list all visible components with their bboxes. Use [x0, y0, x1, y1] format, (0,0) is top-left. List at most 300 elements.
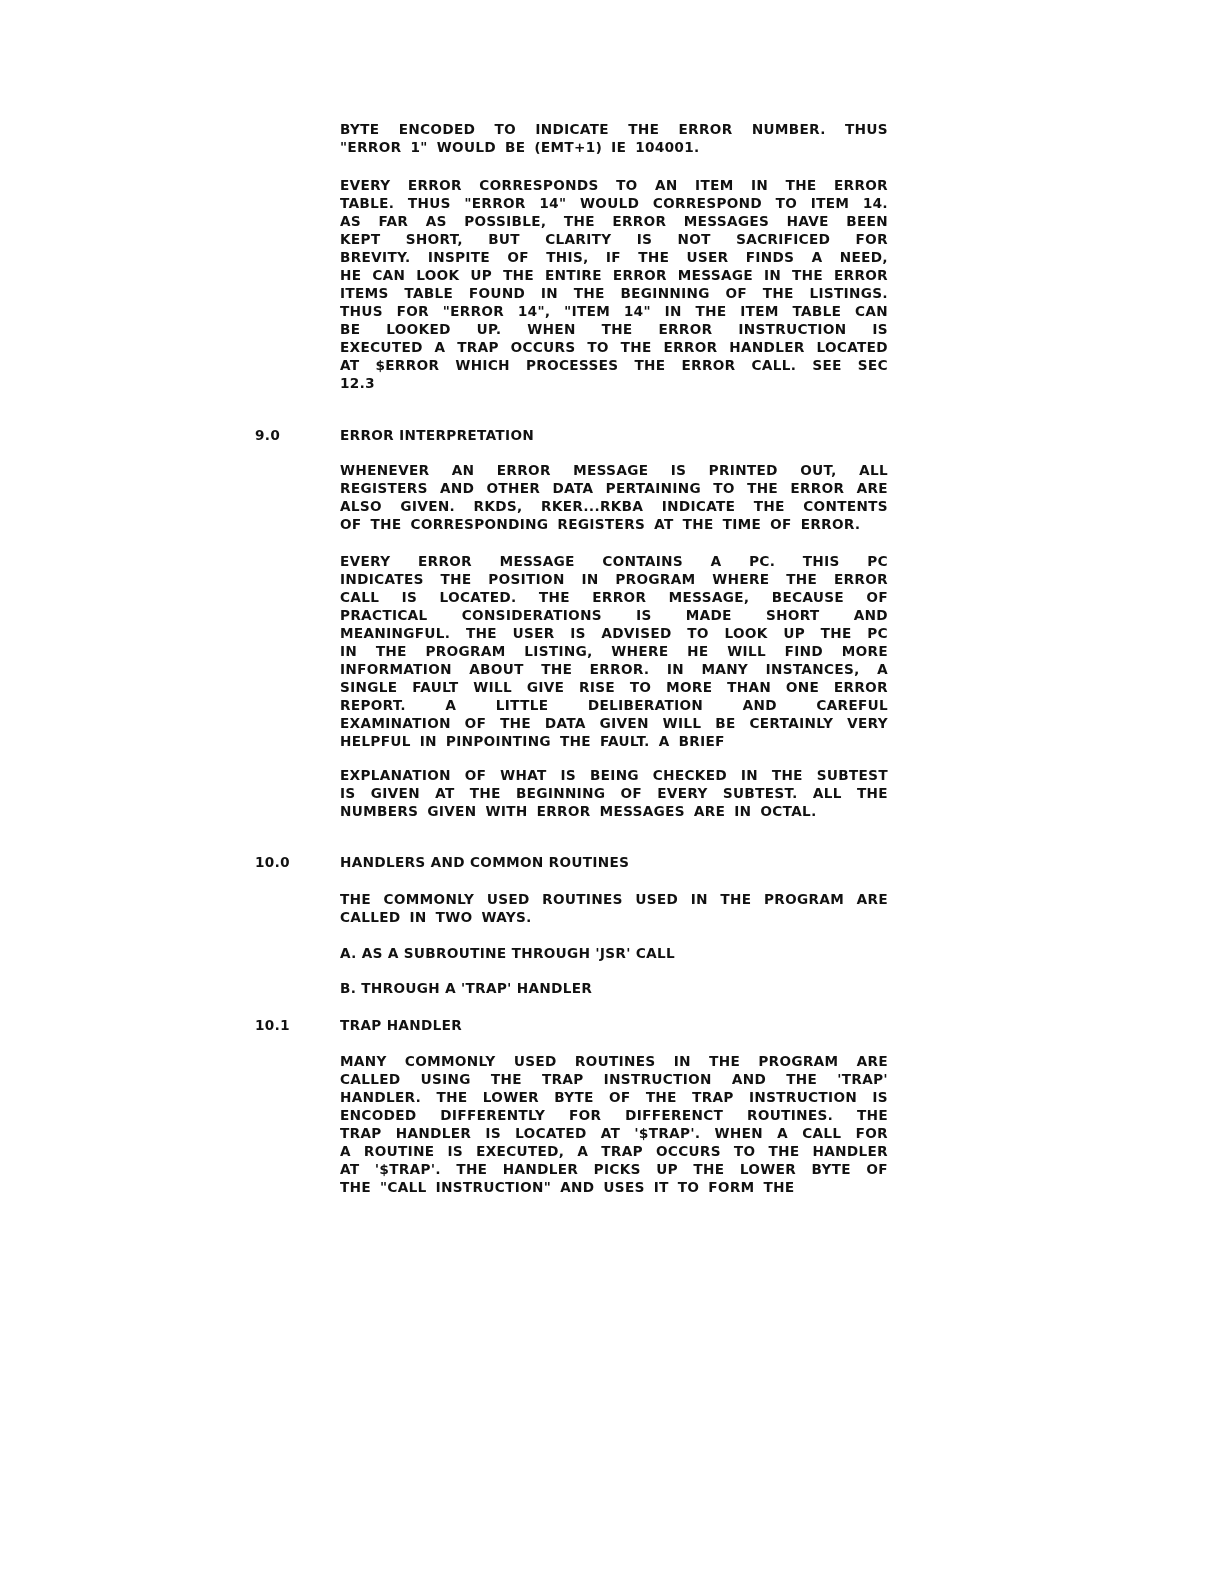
word: BE	[504, 140, 526, 156]
text-line	[340, 767, 888, 785]
text-line	[340, 498, 888, 516]
word: THE	[693, 1162, 725, 1178]
word: OF	[620, 786, 643, 802]
text-line	[340, 607, 888, 625]
word: TABLE	[404, 286, 454, 302]
word: FOR	[568, 1108, 602, 1124]
paragraph-trap-handler	[340, 1053, 888, 1197]
word: IS	[570, 626, 586, 642]
word: ERROR	[418, 554, 472, 570]
word: IS	[872, 1090, 888, 1106]
word: A	[710, 554, 722, 570]
word: NOT	[677, 232, 711, 248]
word: FINDS	[745, 250, 795, 266]
word: OUT,	[800, 463, 837, 479]
word: THE	[503, 268, 535, 284]
word: CERTAINLY	[749, 716, 834, 732]
word: PRACTICAL	[340, 608, 428, 624]
section-number: 9.0	[255, 428, 281, 444]
word: WILL	[662, 716, 702, 732]
word: THE	[573, 286, 605, 302]
text-line	[340, 357, 888, 375]
word: IN	[690, 892, 708, 908]
word: WOULD	[436, 140, 496, 156]
word: THE	[695, 304, 727, 320]
word: THE	[856, 786, 888, 802]
word: MORE	[841, 644, 888, 660]
word: PINPOINTING	[445, 734, 551, 750]
word: MADE	[685, 608, 732, 624]
word: WOULD	[579, 196, 640, 212]
word: THE	[340, 1180, 371, 1196]
word: THIS,	[546, 250, 589, 266]
text-line	[340, 462, 888, 480]
word: MESSAGE	[499, 554, 575, 570]
word: GIVEN	[427, 804, 477, 820]
word: IN	[540, 286, 559, 302]
word: TWO	[435, 910, 473, 926]
word: BYTE	[554, 1090, 594, 1106]
word: THE	[753, 499, 785, 515]
text-line	[340, 571, 888, 589]
word: ERROR	[496, 463, 551, 479]
word: INFORMATION	[340, 662, 452, 678]
word: THE	[747, 481, 779, 497]
word: LOCATED.	[439, 590, 517, 606]
word: AT	[600, 1126, 621, 1142]
word: FAULT	[412, 680, 459, 696]
word: WHEN	[714, 1126, 763, 1142]
word: ERROR	[833, 572, 888, 588]
word: IN	[751, 178, 769, 194]
word: $ERROR	[375, 358, 440, 374]
word: CORRESPONDS	[479, 178, 599, 194]
word: REPORT.	[340, 698, 406, 714]
list-item-jsr: A. AS A SUBROUTINE THROUGH 'JSR' CALL	[340, 946, 676, 962]
word: TABLE	[792, 304, 842, 320]
word: IN	[581, 572, 599, 588]
word: UP	[783, 626, 806, 642]
word: ARE	[856, 481, 888, 497]
text-line	[340, 1161, 888, 1179]
word: SINGLE	[340, 680, 398, 696]
word: USER	[686, 250, 729, 266]
word: IN	[409, 910, 427, 926]
word: A	[340, 1144, 351, 1160]
word: LOOK	[724, 626, 768, 642]
word: THE	[786, 1072, 818, 1088]
word: NUMBERS	[340, 804, 419, 820]
word: CLARITY	[545, 232, 612, 248]
word: ITEM	[695, 178, 734, 194]
text-line	[340, 516, 888, 534]
word: THE	[456, 1162, 488, 1178]
word: PICKS	[593, 1162, 641, 1178]
word: OCCURS	[510, 340, 576, 356]
word: MESSAGES	[599, 804, 685, 820]
word: "ERROR	[464, 196, 526, 212]
text-line	[340, 643, 888, 661]
word: TRAP	[340, 1126, 382, 1142]
word: CONSIDERATIONS	[461, 608, 602, 624]
word: WHAT	[500, 768, 547, 784]
word: AND	[731, 1072, 767, 1088]
word: 14"	[623, 304, 651, 320]
word: ENCODED	[340, 1108, 417, 1124]
word: FIND	[784, 644, 824, 660]
word: THE	[763, 1180, 795, 1196]
word: TO	[677, 1180, 700, 1196]
text-line	[340, 339, 888, 357]
section-title: TRAP HANDLER	[340, 1018, 463, 1034]
word: ITEM	[810, 196, 850, 212]
word: MANY	[701, 662, 749, 678]
word: ERROR	[833, 268, 888, 284]
word: "ERROR	[340, 140, 402, 156]
text-line	[340, 375, 888, 393]
word: TO	[629, 680, 652, 696]
word: INDICATE	[535, 122, 609, 138]
text-line	[340, 553, 888, 571]
word: OF	[725, 286, 748, 302]
text-line	[340, 891, 888, 909]
word: LOCATED	[816, 340, 888, 356]
word: ROUTINES	[574, 1054, 656, 1070]
word: 104001.	[635, 140, 700, 156]
word: IN	[734, 804, 752, 820]
word: '$TRAP'.	[374, 1162, 441, 1178]
word: MESSAGE,	[668, 590, 750, 606]
section-number: 10.0	[255, 855, 290, 871]
word: 14"	[539, 196, 567, 212]
word: IS	[636, 608, 652, 624]
word: ERROR	[678, 122, 733, 138]
word: THE	[620, 340, 652, 356]
word: WHERE	[712, 572, 770, 588]
word: IF	[605, 250, 621, 266]
word: A	[434, 340, 446, 356]
word: AS	[340, 214, 362, 230]
text-line	[340, 121, 888, 139]
word: THUS	[407, 196, 451, 212]
word: THE	[436, 1090, 468, 1106]
word: A	[777, 1126, 789, 1142]
word: KEPT	[340, 232, 381, 248]
word: MESSAGE	[573, 463, 649, 479]
word: ARE	[693, 804, 726, 820]
word: ERROR	[612, 214, 667, 230]
word: A	[577, 1144, 589, 1160]
word: OCCURS	[655, 1144, 721, 1160]
word: ENCODED	[398, 122, 476, 138]
word: UP	[656, 1162, 678, 1178]
word: AT	[654, 517, 674, 533]
word: POSITION	[488, 572, 565, 588]
word: IN	[419, 734, 437, 750]
paragraph-error-table	[340, 177, 888, 393]
word: WITH	[485, 804, 528, 820]
word: WAYS.	[481, 910, 532, 926]
word: GIVEN	[370, 786, 420, 802]
word: ERROR	[663, 340, 718, 356]
text-line	[340, 1179, 888, 1197]
word: OF	[770, 517, 792, 533]
text-line	[340, 803, 888, 821]
section-title: HANDLERS AND COMMON ROUTINES	[340, 855, 630, 871]
word: CALL	[340, 590, 380, 606]
paragraph-subtest-explanation	[340, 767, 888, 821]
word: FORM	[708, 1180, 755, 1196]
word: IN	[666, 662, 685, 678]
word: HE	[340, 268, 362, 284]
word: LOOK	[416, 268, 460, 284]
word: PC	[867, 626, 888, 642]
word: BE	[715, 716, 736, 732]
text-line	[340, 697, 888, 715]
word: FOR	[855, 1126, 888, 1142]
word: FAULT.	[599, 734, 650, 750]
word: OF	[866, 1162, 888, 1178]
word: FOR	[855, 232, 888, 248]
word: EXAMINATION	[340, 716, 451, 732]
word: EVERY	[340, 178, 391, 194]
word: 'TRAP'	[837, 1072, 888, 1088]
word: THE	[682, 517, 714, 533]
word: THE	[762, 286, 794, 302]
word: RKER...RKBA	[541, 499, 644, 515]
word: IS	[872, 322, 888, 338]
word: CORRESPOND	[652, 196, 763, 212]
word: ENTIRE	[545, 268, 602, 284]
word: THUS	[845, 122, 888, 138]
text-line	[340, 679, 888, 697]
word: LITTLE	[495, 698, 549, 714]
word: AT	[435, 786, 455, 802]
word: LOCATED	[515, 1126, 587, 1142]
word: WHERE	[611, 644, 669, 660]
word: THE	[628, 122, 660, 138]
text-line	[340, 1089, 888, 1107]
word: WHICH	[455, 358, 510, 374]
word: 12.3	[340, 376, 375, 392]
text-line	[340, 303, 888, 321]
word: OF	[866, 590, 888, 606]
word: THE	[785, 178, 817, 194]
word: ERROR	[833, 680, 888, 696]
word: DIFFERENTLY	[440, 1108, 546, 1124]
word: THE	[375, 644, 407, 660]
text-line	[340, 249, 888, 267]
word: HE	[687, 644, 709, 660]
word: THE	[786, 572, 818, 588]
word: BUT	[488, 232, 520, 248]
word: ABOUT	[469, 662, 524, 678]
word: NUMBER.	[751, 122, 826, 138]
word: OCTAL.	[760, 804, 817, 820]
word: PRINTED	[708, 463, 778, 479]
word: THE	[563, 214, 595, 230]
text-line	[340, 625, 888, 643]
paragraph-error-encoding	[340, 121, 888, 157]
word: POSSIBLE,	[464, 214, 547, 230]
word: THE	[792, 268, 824, 284]
word: THE	[490, 1072, 522, 1088]
word: WHENEVER	[340, 463, 430, 479]
word: ERROR	[834, 178, 888, 194]
word: DELIBERATION	[587, 698, 704, 714]
word: TO	[494, 122, 517, 138]
word: AT	[340, 1162, 360, 1178]
word: RISE	[579, 680, 616, 696]
text-line	[340, 1125, 888, 1143]
text-line	[340, 1071, 888, 1089]
word: THAN	[727, 680, 772, 696]
word: CAREFUL	[816, 698, 888, 714]
word: THE	[370, 517, 402, 533]
word: "ITEM	[564, 304, 611, 320]
word: ITEM	[740, 304, 779, 320]
paragraph-error-registers	[340, 462, 888, 534]
paragraph-common-routines	[340, 891, 888, 927]
text-line	[340, 589, 888, 607]
paragraph-error-pc	[340, 553, 888, 751]
word: ERROR.	[800, 517, 861, 533]
word: WILL	[473, 680, 513, 696]
word: ERROR	[592, 590, 647, 606]
word: AND	[853, 608, 888, 624]
word: MORE	[666, 680, 713, 696]
word: MESSAGES	[683, 214, 770, 230]
word: AN	[451, 463, 475, 479]
text-line	[340, 139, 888, 157]
word: OF	[340, 517, 362, 533]
text-line	[340, 285, 888, 303]
word: ERROR	[658, 322, 713, 338]
word: PC	[867, 554, 888, 570]
word: WHEN	[527, 322, 576, 338]
word: LOOKED	[386, 322, 451, 338]
word: TIME	[722, 517, 762, 533]
word: TO	[687, 626, 709, 642]
word: IN	[673, 1054, 691, 1070]
word: USED	[486, 892, 530, 908]
word: "CALL	[380, 1180, 427, 1196]
word: MANY	[340, 1054, 387, 1070]
word: PC.	[749, 554, 776, 570]
word: PERTAINING	[605, 481, 702, 497]
word: COMMONLY	[383, 892, 475, 908]
word: HANDLER	[502, 1162, 579, 1178]
word: REGISTERS	[340, 481, 428, 497]
word: CAN	[855, 304, 888, 320]
word: MEANINGFUL.	[340, 626, 451, 642]
word: ERROR	[536, 804, 591, 820]
word: OF	[608, 1090, 631, 1106]
word: ERROR	[612, 268, 667, 284]
word: BYTE	[340, 122, 380, 138]
word: RKDS,	[473, 499, 523, 515]
word: TRAP	[601, 1144, 643, 1160]
word: BEGINNING	[515, 786, 606, 802]
word: THE	[634, 358, 666, 374]
word: THE	[469, 786, 501, 802]
word: BEGINNING	[620, 286, 710, 302]
word: PROGRAM	[763, 892, 845, 908]
word: ROUTINES.	[747, 1108, 834, 1124]
word: HANDLER	[395, 1126, 472, 1142]
word: WILL	[727, 644, 766, 660]
word: ARE	[856, 892, 888, 908]
word: IN	[664, 304, 682, 320]
word: REGISTERS	[557, 517, 646, 533]
word: 1"	[410, 140, 428, 156]
word: GIVEN	[599, 716, 649, 732]
word: AND	[440, 481, 475, 497]
word: LOWER	[739, 1162, 797, 1178]
word: THE	[720, 892, 752, 908]
word: THE	[559, 734, 591, 750]
word: OTHER	[486, 481, 541, 497]
word: INSTRUCTION	[603, 1072, 712, 1088]
word: GIVEN.	[400, 499, 456, 515]
word: "ERROR	[442, 304, 505, 320]
word: 14.	[862, 196, 888, 212]
word: THE	[440, 572, 472, 588]
word: DIFFERENCT	[625, 1108, 724, 1124]
text-line	[340, 267, 888, 285]
word: IN	[340, 644, 358, 660]
word: TRAP	[541, 1072, 584, 1088]
word: ERROR	[681, 358, 736, 374]
word: THE	[601, 322, 633, 338]
word: (EMT+1)	[534, 140, 603, 156]
word: TO	[713, 481, 735, 497]
word: TO	[616, 178, 638, 194]
word: SEE	[812, 358, 842, 374]
word: ERROR	[790, 481, 845, 497]
word: INDICATES	[340, 572, 424, 588]
word: AT	[340, 358, 360, 374]
word: USED	[635, 892, 679, 908]
word: AND	[742, 698, 777, 714]
word: GIVE	[526, 680, 565, 696]
word: IS	[670, 463, 687, 479]
word: EXPLANATION	[340, 768, 451, 784]
word: BEEN	[846, 214, 888, 230]
word: MESSAGE	[677, 268, 753, 284]
word: IN	[763, 268, 782, 284]
word: PROGRAM	[758, 1054, 839, 1070]
word: ARE	[856, 1054, 888, 1070]
word: THE	[856, 1108, 888, 1124]
word: LOWER	[482, 1090, 539, 1106]
word: CHECKED	[652, 768, 727, 784]
word: ALL	[812, 786, 842, 802]
word: USES	[603, 1180, 645, 1196]
word: OF	[464, 768, 487, 784]
text-line	[340, 321, 888, 339]
word: CONTENTS	[803, 499, 888, 515]
word: ROUTINE	[363, 1144, 435, 1160]
word: BECAUSE	[771, 590, 845, 606]
word: CALL	[802, 1126, 842, 1142]
word: IE	[611, 140, 627, 156]
word: SHORT	[765, 608, 820, 624]
word: IS	[447, 1144, 464, 1160]
word: AN	[655, 178, 678, 194]
word: THIS	[802, 554, 840, 570]
section-number: 10.1	[255, 1018, 290, 1034]
